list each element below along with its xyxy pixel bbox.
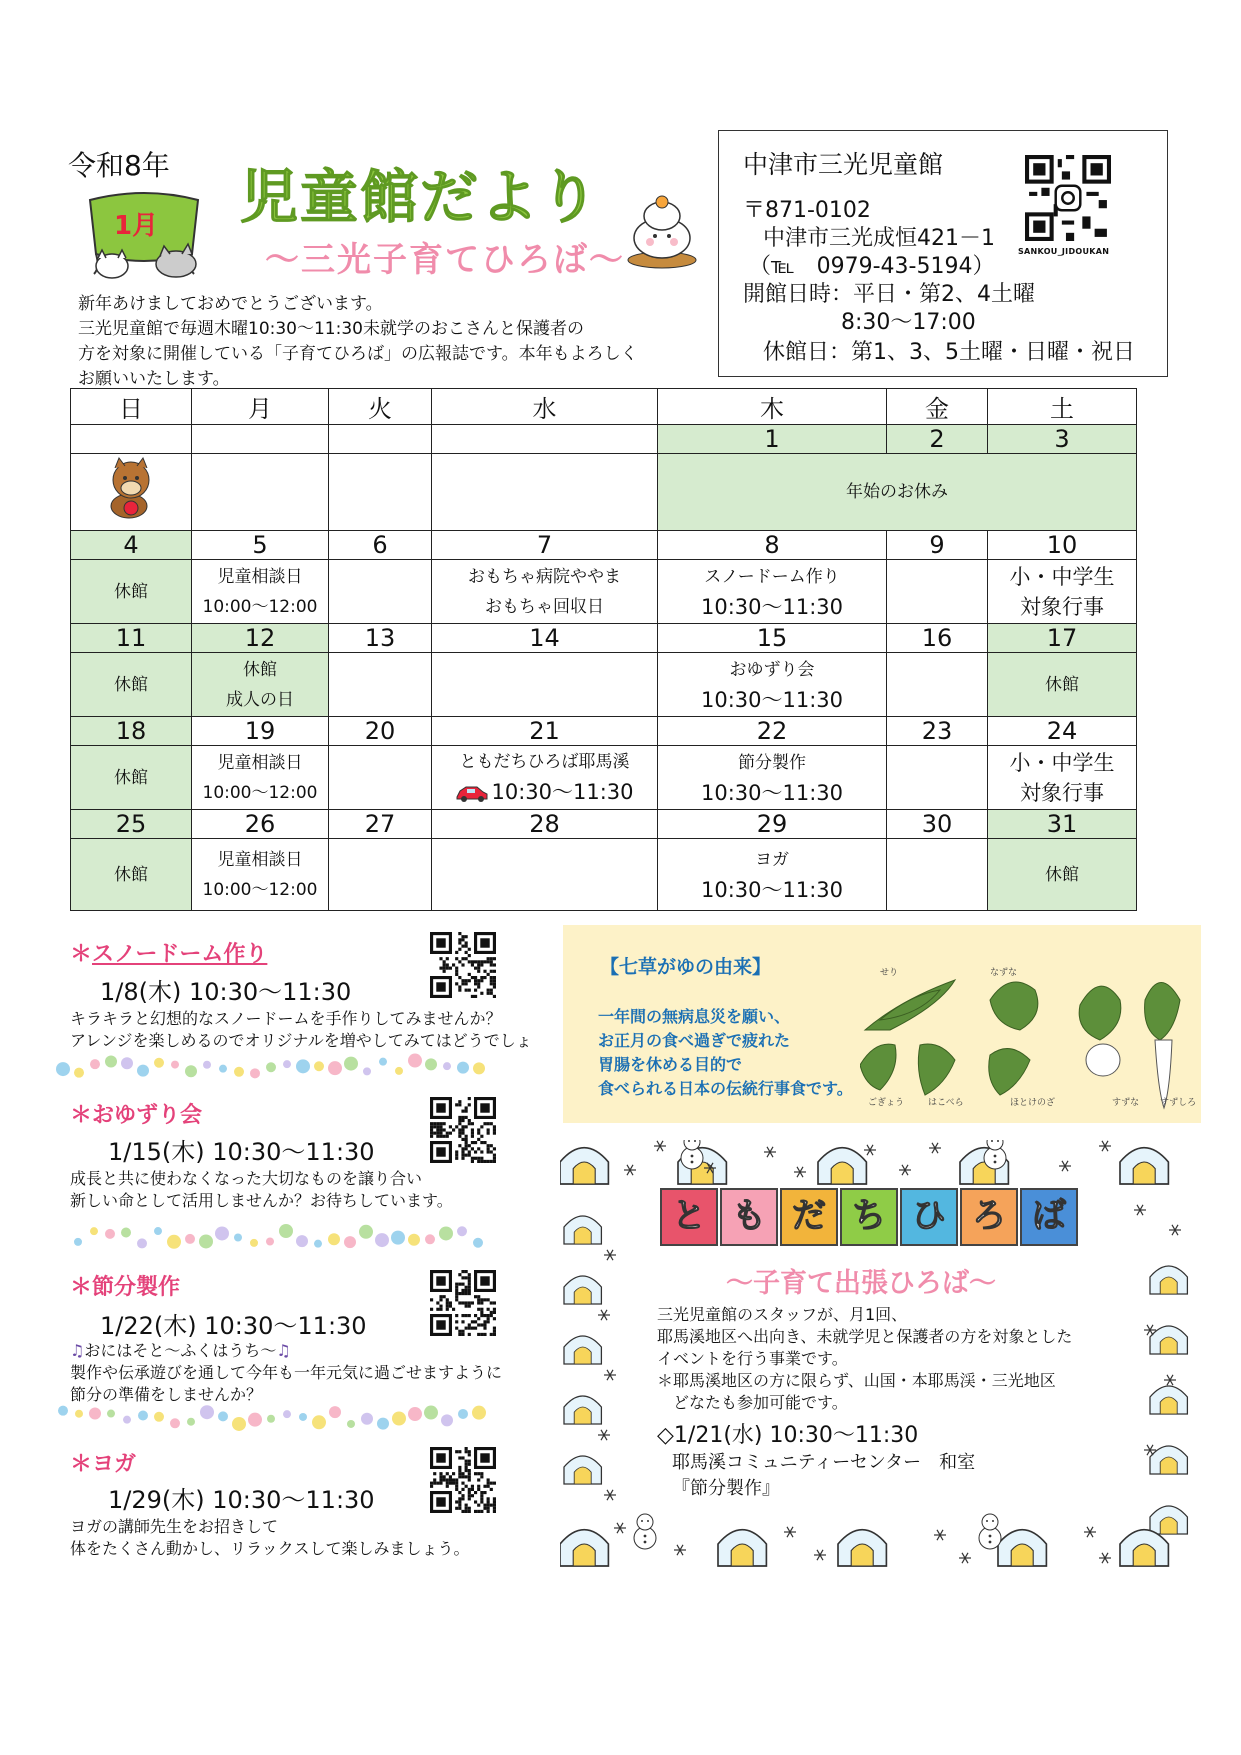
decorative-dot [56,1062,70,1076]
event-title-oyuzuri: ＊おゆずり会 [70,1103,203,1128]
igloo-icon [564,1336,601,1364]
snowflake-icon [604,1250,616,1260]
decorative-dot [90,1059,100,1069]
snowflake-icon [598,1310,610,1320]
music-note-icon: ♫ [70,1341,85,1360]
weekday-tue: 火 [329,389,432,425]
decorative-dot [58,1406,68,1416]
qr-code[interactable] [430,1270,496,1336]
igloo-icon [560,1148,608,1184]
decorative-dot [90,1227,98,1235]
event-cell: ヨガ 10:30～11:30 [658,839,887,911]
snowflake-icon [604,1370,616,1380]
igloo-icon [1150,1266,1187,1294]
event-cell [329,653,432,717]
date-cell: 19 [192,717,329,746]
snowflake-icon [1084,1527,1096,1537]
weekday-wed: 水 [432,389,658,425]
decorative-dot [89,1408,101,1420]
phone-number: （℡ 0979-43-5194） [749,254,995,279]
igloo-icon [1150,1506,1187,1534]
date-cell: 22 [658,717,887,746]
decorative-dot [344,1057,358,1071]
decorative-dot [329,1406,341,1418]
herb-label: はこべら [928,1098,964,1108]
event-cell: ともだちひろば耶馬溪 10:30～11:30 [432,746,658,810]
igloo-icon [564,1216,601,1244]
date-cell [432,425,658,454]
event-cell [192,454,329,531]
decorative-dot [218,1411,228,1421]
event-cell [329,560,432,624]
weekday-thu: 木 [658,389,887,425]
date-cell: 24 [988,717,1137,746]
decorative-dot [314,1061,324,1071]
event-description: キラキラと幻想的なスノードームを手作りしてみませんか？ アレンジを楽しめるのでオリジナルを増やしてみてはどうでしょ [70,1009,532,1050]
decorative-dot [425,1058,437,1070]
igloo-icon [818,1148,866,1184]
snowman-icon [681,1140,703,1169]
date-cell: 7 [432,531,658,560]
nanakusa-title: 【七草がゆの由来】 [600,956,772,978]
decorative-dot [234,1234,242,1242]
decorative-dot [391,1231,405,1245]
snowflake-icon [934,1530,946,1540]
snowflake-icon [604,1490,616,1500]
decorative-dot [314,1240,322,1248]
herb-label: すずしろ [1160,1098,1197,1108]
decorative-dot [267,1415,275,1423]
igloo-icon [998,1530,1046,1566]
hiroba-subtitle: ～子育て出張ひろば～ [726,1268,996,1299]
decorative-dot [361,1413,373,1425]
closed-days: 休館日：第1、3、5土曜・日曜・祝日 [763,340,1135,365]
date-cell: 29 [658,810,887,839]
date-cell [192,425,329,454]
event-description: ヨガの講師先生をお招きして 体をたくさん動かし、リラックスして楽しみましょう。 [70,1517,470,1558]
date-cell: 13 [329,624,432,653]
closed-label: 休館 [988,653,1137,717]
hiroba-place: 耶馬溪コミュニティーセンター 和室 [672,1452,976,1473]
hiroba-date: ◇1/21(水) 10:30～11:30 [657,1423,919,1448]
kagami-mochi-character [622,190,702,270]
date-cell: 5 [192,531,329,560]
event-cell: 小・中学生 対象行事 [988,746,1137,810]
event-cell [329,454,432,531]
snowflake-icon [654,1141,666,1151]
decorative-dot [203,1061,211,1069]
qr-pattern [430,1097,496,1163]
snowflake-icon [1164,1375,1176,1385]
igloo-icon [1150,1386,1187,1414]
weekday-header-row [71,389,1137,425]
decorative-dot [457,1226,467,1236]
decorative-dot [299,1413,307,1421]
snowman-icon [984,1140,1006,1169]
date-cell: 14 [432,624,658,653]
date-row [71,717,1137,746]
decorative-dot [473,1238,483,1248]
snowflake-icon [1134,1205,1146,1215]
closed-label: 休館 [71,839,192,911]
date-cell: 15 [658,624,887,653]
igloo-icon [560,1530,608,1566]
herb-label: せり [880,968,899,978]
decorative-dot [443,1062,451,1070]
decorative-dot [359,1225,373,1239]
snowflake-icon [1059,1161,1071,1171]
horse-illustration-cell [71,454,192,531]
decorative-dot [347,1420,355,1428]
snowflake-icon [674,1545,686,1555]
snowman-icon [634,1514,656,1549]
decorative-dot [187,1418,195,1426]
instagram-qr-code[interactable] [1025,155,1111,241]
decorative-dot [279,1224,293,1238]
event-row [71,746,1137,810]
title-tile: ろ [960,1188,1018,1246]
decorative-dot [138,1410,148,1420]
event-title-setsubun: ＊節分製作 [70,1275,181,1300]
decorative-dot [441,1414,453,1426]
decorative-dot [154,1058,164,1068]
event-cell [887,839,988,911]
decorative-dot [379,1058,387,1066]
title-tile: ち [840,1188,898,1246]
hiroba-description: 三光児童館のスタッフが、月1回、 耶馬溪地区へ出向き、未就学児と保護者の方を対象とした イベントを行う事業です。 ＊耶馬溪地区の方に限らず、山国・本耶馬渓・三光地区 どなたも参加可能です。 [657,1305,1073,1412]
event-date: 1/29(木) 10:30～11:30 [108,1486,375,1514]
weekday-sun: 日 [71,389,192,425]
snowflake-icon [764,1147,776,1157]
qr-pattern [430,1447,496,1513]
weekday-sat: 土 [988,389,1137,425]
era-year: 令和8年 [68,149,170,182]
event-cell [887,653,988,717]
date-cell: 31 [988,810,1137,839]
event-date: 1/22(木) 10:30～11:30 [100,1312,367,1340]
event-cell: おゆずり会 10:30～11:30 [658,653,887,717]
decorative-dot [457,1062,469,1074]
decorative-dot [328,1233,340,1245]
decorative-dot [296,1235,308,1247]
decorative-dot [312,1415,326,1429]
snowflake-icon [864,1145,876,1155]
instagram-handle: SANKOU_JIDOUKAN [1018,247,1110,256]
snowflake-icon [929,1143,941,1153]
closed-label: 休館 [988,839,1137,911]
date-cell: 4 [71,531,192,560]
date-cell: 16 [887,624,988,653]
date-cell: 20 [329,717,432,746]
new-year-holiday: 年始のお休み [658,454,1137,531]
facility-name: 中津市三光児童館 [743,150,944,179]
decorative-dot [234,1067,244,1077]
event-cell: スノードーム作り 10:30～11:30 [658,560,887,624]
date-cell: 26 [192,810,329,839]
decorative-dot [107,1410,115,1418]
decorative-dot [75,1410,83,1418]
qr-code[interactable] [430,932,496,998]
decorative-dot [250,1239,258,1247]
date-row [71,810,1137,839]
decorative-dot [266,1062,276,1072]
decorative-dot [123,1416,131,1424]
event-description: ♫おにはそと～ふくはうち～♫ 製作や伝承遊びを通して今年も一年元気に過ごせますように 節分の準備をしませんか？ [70,1341,503,1404]
decorative-dot [105,1229,115,1239]
calendar-table [70,388,1137,911]
decorative-dot [74,1238,82,1246]
herb-label: ごぎょう [868,1098,905,1108]
snowflake-icon [614,1523,626,1533]
event-cell [329,746,432,810]
date-cell [329,425,432,454]
title-tile: も [720,1188,778,1246]
herb-label: ほとけのざ [1010,1098,1056,1108]
event-cell: 小・中学生 対象行事 [988,560,1137,624]
date-cell: 28 [432,810,658,839]
decorative-dot [185,1234,195,1244]
event-row [71,653,1137,717]
decorative-dot [215,1226,229,1240]
snowflake-icon [814,1550,826,1560]
event-cell [432,653,658,717]
open-hours: 8:30～17:00 [841,310,976,335]
decorative-dot [473,1062,485,1074]
music-note-icon: ♫ [276,1341,291,1360]
snowflake-icon [624,1165,636,1175]
snowflake-icon [899,1165,911,1175]
snowman-icon [979,1514,1001,1549]
igloo-icon [1120,1530,1168,1566]
decorative-dot [170,1418,180,1428]
decorative-dot [424,1406,438,1420]
qr-pattern [430,932,496,998]
address: 中津市三光成恒421－1 [763,226,995,251]
title-tile: だ [780,1188,838,1246]
decorative-dots [55,1402,500,1432]
snowflake-icon [1099,1141,1111,1151]
decorative-dot [167,1235,181,1249]
snowflake-icon [1099,1553,1111,1563]
decorative-dot [425,1234,435,1244]
date-cell: 21 [432,717,658,746]
newsletter-subtitle: ～三光子育てひろば～ [265,240,625,280]
seven-herbs-illustration [860,960,1195,1110]
decorative-dot [74,1068,84,1078]
date-cell: 2 [887,425,988,454]
date-cell: 18 [71,717,192,746]
horse-illustration [105,454,157,520]
decorative-dot [408,1407,422,1421]
decorative-dots [70,1222,500,1252]
hiroba-event: 『節分製作』 [672,1478,780,1499]
event-row [71,454,1137,531]
snowflake-icon [784,1527,796,1537]
igloo-icon [838,1530,886,1566]
date-cell: 25 [71,810,192,839]
event-title-snowdome: ＊スノードーム作り [70,942,268,967]
date-cell: 10 [988,531,1137,560]
snowflake-icon [959,1553,971,1563]
event-cell [432,839,658,911]
qr-code[interactable] [430,1447,496,1513]
decorative-dot [219,1065,227,1073]
date-row [71,624,1137,653]
decorative-dots [55,1052,495,1082]
date-row [71,531,1137,560]
decorative-dot [154,1227,162,1235]
decorative-dot [250,1068,260,1078]
event-cell: 児童相談日 10:00～12:00 [192,839,329,911]
date-cell: 6 [329,531,432,560]
decorative-dot [375,1233,389,1247]
month-label: 1月 [114,211,159,241]
date-cell: 17 [988,624,1137,653]
decorative-dot [296,1059,310,1073]
event-row [71,839,1137,911]
date-cell: 8 [658,531,887,560]
nanakusa-text: 一年間の無病息災を願い、 お正月の食べ過ぎで疲れた 胃腸を休める目的で 食べられる日本の伝統行事食です。 [598,1007,853,1098]
snowflake-icon [794,1167,806,1177]
decorative-dot [328,1061,342,1075]
igloo-icon [1120,1148,1168,1184]
event-title-yoga: ＊ヨガ [70,1452,137,1477]
herb-label: すずな [1112,1098,1140,1108]
decorative-dot [137,1238,147,1248]
event-date: 1/15(木) 10:30～11:30 [108,1138,375,1166]
igloo-icon [564,1456,601,1484]
date-cell: 11 [71,624,192,653]
decorative-dot [137,1065,149,1077]
decorative-dot [248,1413,262,1427]
event-cell [329,839,432,911]
date-cell [71,425,192,454]
decorative-dot [232,1417,246,1431]
decorative-dot [154,1412,164,1422]
closed-label: 休館 [71,746,192,810]
car-icon [455,785,489,803]
qr-code[interactable] [430,1097,496,1163]
closed-label: 休館 [71,560,192,624]
event-description: 成長と共に使わなくなった大切なものを譲り合い 新しい命として活用しませんか？お待ちしています。 [70,1169,453,1210]
date-cell: 23 [887,717,988,746]
decorative-dot [392,1411,406,1425]
decorative-dot [377,1418,389,1430]
event-cell: 児童相談日 10:00～12:00 [192,746,329,810]
weekday-mon: 月 [192,389,329,425]
decorative-dot [283,1060,291,1068]
decorative-dot [121,1228,131,1238]
newsletter-title: 児童館だより [240,163,601,231]
event-cell [887,746,988,810]
date-row [71,425,1137,454]
decorative-dot [121,1057,133,1069]
decorative-dot [185,1065,197,1077]
decorative-dot [266,1238,274,1246]
decorative-dot [283,1410,291,1418]
date-cell: 12 [192,624,329,653]
event-row [71,560,1137,624]
decorative-dot [344,1236,356,1248]
decorative-dot [395,1067,403,1075]
closed-label: 休館 [71,653,192,717]
open-days: 開館日時：平日・第2、4土曜 [743,282,1035,307]
date-cell: 9 [887,531,988,560]
snowflake-icon [598,1430,610,1440]
decorative-dot [408,1054,422,1068]
snowflake-icon [1169,1225,1181,1235]
decorative-dot [472,1406,486,1420]
decorative-dot [439,1226,453,1240]
weekday-fri: 金 [887,389,988,425]
decorative-dot [458,1409,468,1419]
qr-pattern [430,1270,496,1336]
igloo-icon [564,1396,601,1424]
decorative-dot [171,1061,179,1069]
decorative-dot [105,1055,117,1067]
title-tile: ば [1020,1188,1078,1246]
decorative-dot [408,1234,420,1246]
event-cell [887,560,988,624]
title-tile: ひ [900,1188,958,1246]
date-cell: 1 [658,425,887,454]
event-cell: 休館 成人の日 [192,653,329,717]
igloo-icon [564,1276,601,1304]
event-date: 1/8(木) 10:30～11:30 [100,978,352,1006]
event-cell [432,454,658,531]
event-cell: 児童相談日 10:00～12:00 [192,560,329,624]
decorative-dot [363,1067,371,1075]
herb-label: なずな [990,968,1018,978]
event-cell: おもちゃ病院ややま おもちゃ回収日 [432,560,658,624]
event-cell: 節分製作 10:30～11:30 [658,746,887,810]
date-cell: 3 [988,425,1137,454]
igloo-icon [718,1530,766,1566]
postal-code: 〒871-0102 [743,198,871,223]
intro-text: 新年あけましておめでとうございます。 三光児童館で毎週木曜10:30～11:30未就学のおこさんと保護者の 方を対象に開催している「子育てひろば」の広報誌です。本年もよろしく お願いいたします。 [78,294,638,389]
decorative-dot [199,1234,213,1248]
date-cell: 30 [887,810,988,839]
date-cell: 27 [329,810,432,839]
title-tile: と [660,1188,718,1246]
decorative-dot [200,1405,214,1419]
